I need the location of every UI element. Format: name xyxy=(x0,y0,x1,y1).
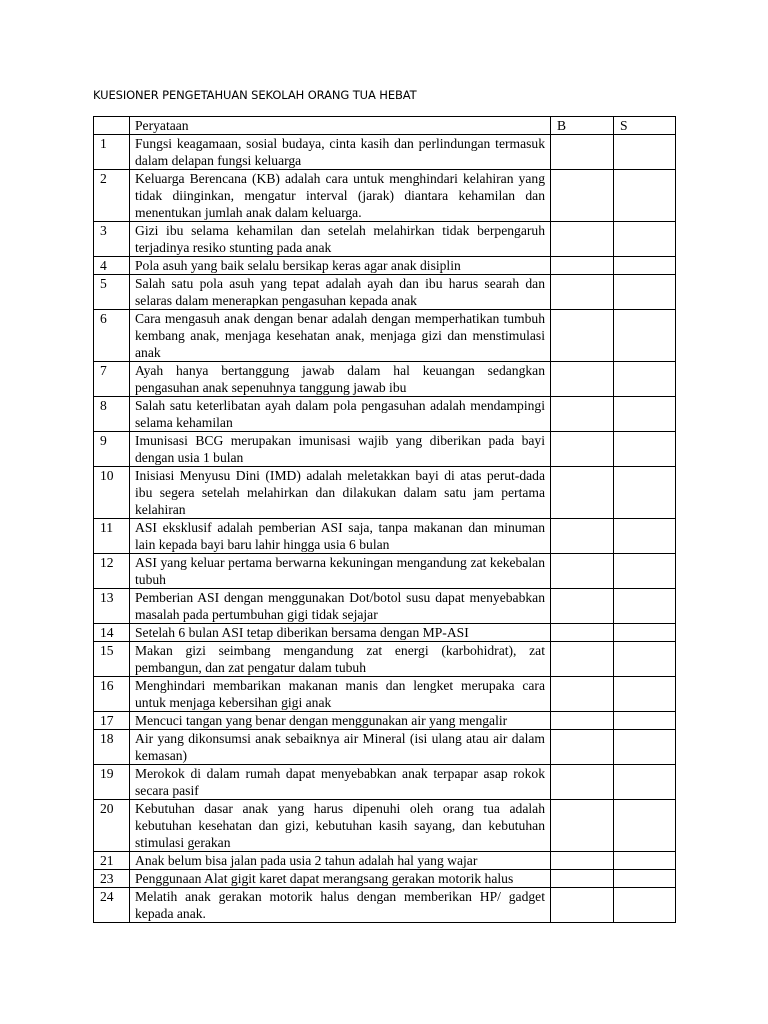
answer-cell-s[interactable] xyxy=(614,852,676,870)
row-statement: Kebutuhan dasar anak yang harus dipenuhi oleh orang tua adalah kebutuhan kesehatan dan gizi, kebutuhan kasih sayang, dan kebutuhan stimulasi gerakan xyxy=(130,800,551,852)
table-body xyxy=(94,135,676,923)
row-statement: Ayah hanya bertanggung jawab dalam hal keuangan sedangkan pengasuhan anak sepenuhnya tanggung jawab ibu xyxy=(130,362,551,397)
answer-cell-s[interactable] xyxy=(614,554,676,589)
answer-cell-b[interactable] xyxy=(551,800,614,852)
row-number: 16 xyxy=(94,677,130,712)
row-number: 5 xyxy=(94,275,130,310)
row-statement: Makan gizi seimbang mengandung zat energi (karbohidrat), zat pembangun, dan zat pengatur dalam tubuh xyxy=(130,642,551,677)
row-statement: Setelah 6 bulan ASI tetap diberikan bersama dengan MP-ASI xyxy=(130,624,551,642)
row-statement: Salah satu pola asuh yang tepat adalah ayah dan ibu harus searah dan selaras dalam menerapkan pengasuhan kepada anak xyxy=(130,275,551,310)
row-statement: Merokok di dalam rumah dapat menyebabkan anak terpapar asap rokok secara pasif xyxy=(130,765,551,800)
answer-cell-b[interactable] xyxy=(551,765,614,800)
answer-cell-b[interactable] xyxy=(551,852,614,870)
row-statement: Air yang dikonsumsi anak sebaiknya air Mineral (isi ulang atau air dalam kemasan) xyxy=(130,730,551,765)
answer-cell-s[interactable] xyxy=(614,467,676,519)
row-number: 1 xyxy=(94,135,130,170)
row-number: 17 xyxy=(94,712,130,730)
row-number: 4 xyxy=(94,257,130,275)
row-number: 15 xyxy=(94,642,130,677)
row-number: 12 xyxy=(94,554,130,589)
row-statement: Cara mengasuh anak dengan benar adalah dengan memperhatikan tumbuh kembang anak, menjaga kesehatan anak, menjaga gizi dan menstimulasi anak xyxy=(130,310,551,362)
table-row xyxy=(94,519,676,554)
row-number: 8 xyxy=(94,397,130,432)
row-number: 14 xyxy=(94,624,130,642)
row-number: 7 xyxy=(94,362,130,397)
answer-cell-s[interactable] xyxy=(614,432,676,467)
table-row xyxy=(94,362,676,397)
row-number: 6 xyxy=(94,310,130,362)
table-header-row xyxy=(94,117,676,135)
row-statement: Mencuci tangan yang benar dengan menggunakan air yang mengalir xyxy=(130,712,551,730)
table-row xyxy=(94,275,676,310)
table-row xyxy=(94,432,676,467)
row-statement: Gizi ibu selama kehamilan dan setelah melahirkan tidak berpengaruh terjadinya resiko stunting pada anak xyxy=(130,222,551,257)
answer-cell-b[interactable] xyxy=(551,712,614,730)
row-statement: Penggunaan Alat gigit karet dapat merangsang gerakan motorik halus xyxy=(130,870,551,888)
answer-cell-b[interactable] xyxy=(551,554,614,589)
table-row xyxy=(94,870,676,888)
answer-cell-s[interactable] xyxy=(614,170,676,222)
table-row xyxy=(94,730,676,765)
row-statement: Melatih anak gerakan motorik halus dengan memberikan HP/ gadget kepada anak. xyxy=(130,888,551,923)
answer-cell-s[interactable] xyxy=(614,257,676,275)
answer-cell-b[interactable] xyxy=(551,170,614,222)
questionnaire-table xyxy=(93,116,676,923)
answer-cell-s[interactable] xyxy=(614,800,676,852)
row-statement: Fungsi keagamaan, sosial budaya, cinta kasih dan perlindungan termasuk dalam delapan fungsi keluarga xyxy=(130,135,551,170)
answer-cell-b[interactable] xyxy=(551,730,614,765)
answer-cell-s[interactable] xyxy=(614,677,676,712)
row-number: 11 xyxy=(94,519,130,554)
row-number: 19 xyxy=(94,765,130,800)
table-row xyxy=(94,642,676,677)
row-statement: Imunisasi BCG merupakan imunisasi wajib yang diberikan pada bayi dengan usia 1 bulan xyxy=(130,432,551,467)
row-statement: Pemberian ASI dengan menggunakan Dot/botol susu dapat menyebabkan masalah pada pertumbuhan gigi tidak sejajar xyxy=(130,589,551,624)
row-number: 13 xyxy=(94,589,130,624)
answer-cell-b[interactable] xyxy=(551,432,614,467)
table-row xyxy=(94,677,676,712)
table-row xyxy=(94,800,676,852)
answer-cell-s[interactable] xyxy=(614,642,676,677)
row-statement: Salah satu keterlibatan ayah dalam pola pengasuhan adalah mendampingi selama kehamilan xyxy=(130,397,551,432)
row-number: 2 xyxy=(94,170,130,222)
questionnaire-title: KUESIONER PENGETAHUAN SEKOLAH ORANG TUA HEBAT xyxy=(93,88,417,102)
answer-cell-s[interactable] xyxy=(614,519,676,554)
table-row xyxy=(94,222,676,257)
answer-cell-s[interactable] xyxy=(614,275,676,310)
row-number: 24 xyxy=(94,888,130,923)
table-row xyxy=(94,765,676,800)
answer-cell-s[interactable] xyxy=(614,765,676,800)
answer-cell-b[interactable] xyxy=(551,222,614,257)
table-row xyxy=(94,624,676,642)
answer-cell-b[interactable] xyxy=(551,467,614,519)
header-number xyxy=(94,117,130,135)
table-row xyxy=(94,397,676,432)
answer-cell-b[interactable] xyxy=(551,888,614,923)
table-row xyxy=(94,257,676,275)
answer-cell-s[interactable] xyxy=(614,222,676,257)
answer-cell-b[interactable] xyxy=(551,870,614,888)
answer-cell-s[interactable] xyxy=(614,712,676,730)
header-statement: Peryataan xyxy=(130,117,551,135)
row-statement: Menghindari membarikan makanan manis dan lengket merupaka cara untuk menjaga kebersihan gigi anak xyxy=(130,677,551,712)
row-number: 10 xyxy=(94,467,130,519)
row-statement: Anak belum bisa jalan pada usia 2 tahun adalah hal yang wajar xyxy=(130,852,551,870)
row-number: 18 xyxy=(94,730,130,765)
answer-cell-b[interactable] xyxy=(551,677,614,712)
answer-cell-b[interactable] xyxy=(551,275,614,310)
answer-cell-s[interactable] xyxy=(614,589,676,624)
answer-cell-b[interactable] xyxy=(551,397,614,432)
answer-cell-s[interactable] xyxy=(614,397,676,432)
answer-cell-s[interactable] xyxy=(614,730,676,765)
table-row xyxy=(94,170,676,222)
answer-cell-s[interactable] xyxy=(614,870,676,888)
row-number: 9 xyxy=(94,432,130,467)
answer-cell-s[interactable] xyxy=(614,310,676,362)
row-number: 3 xyxy=(94,222,130,257)
answer-cell-b[interactable] xyxy=(551,135,614,170)
answer-cell-b[interactable] xyxy=(551,589,614,624)
row-statement: Keluarga Berencana (KB) adalah cara untuk menghindari kelahiran yang tidak diinginkan, mengatur interval (jarak) diantara kehamilan dan menentukan jumlah anak dalam keluarga. xyxy=(130,170,551,222)
answer-cell-b[interactable] xyxy=(551,362,614,397)
table-row xyxy=(94,712,676,730)
row-statement: Inisiasi Menyusu Dini (IMD) adalah meletakkan bayi di atas perut-dada ibu segera setelah melahirkan dan dilakukan dalam satu jam pertama kelahiran xyxy=(130,467,551,519)
answer-cell-b[interactable] xyxy=(551,519,614,554)
header-s: S xyxy=(614,117,676,135)
answer-cell-s[interactable] xyxy=(614,624,676,642)
answer-cell-s[interactable] xyxy=(614,135,676,170)
table-row xyxy=(94,888,676,923)
table-row xyxy=(94,310,676,362)
table-row xyxy=(94,467,676,519)
row-number: 20 xyxy=(94,800,130,852)
header-b: B xyxy=(551,117,614,135)
row-statement: Pola asuh yang baik selalu bersikap keras agar anak disiplin xyxy=(130,257,551,275)
answer-cell-b[interactable] xyxy=(551,624,614,642)
row-statement: ASI eksklusif adalah pemberian ASI saja, tanpa makanan dan minuman lain kepada bayi baru lahir hingga usia 6 bulan xyxy=(130,519,551,554)
answer-cell-s[interactable] xyxy=(614,362,676,397)
answer-cell-b[interactable] xyxy=(551,257,614,275)
table-row xyxy=(94,135,676,170)
table-row xyxy=(94,589,676,624)
row-statement: ASI yang keluar pertama berwarna kekuningan mengandung zat kekebalan tubuh xyxy=(130,554,551,589)
answer-cell-b[interactable] xyxy=(551,642,614,677)
row-number: 23 xyxy=(94,870,130,888)
row-number: 21 xyxy=(94,852,130,870)
table-row xyxy=(94,554,676,589)
answer-cell-s[interactable] xyxy=(614,888,676,923)
table-row xyxy=(94,852,676,870)
answer-cell-b[interactable] xyxy=(551,310,614,362)
